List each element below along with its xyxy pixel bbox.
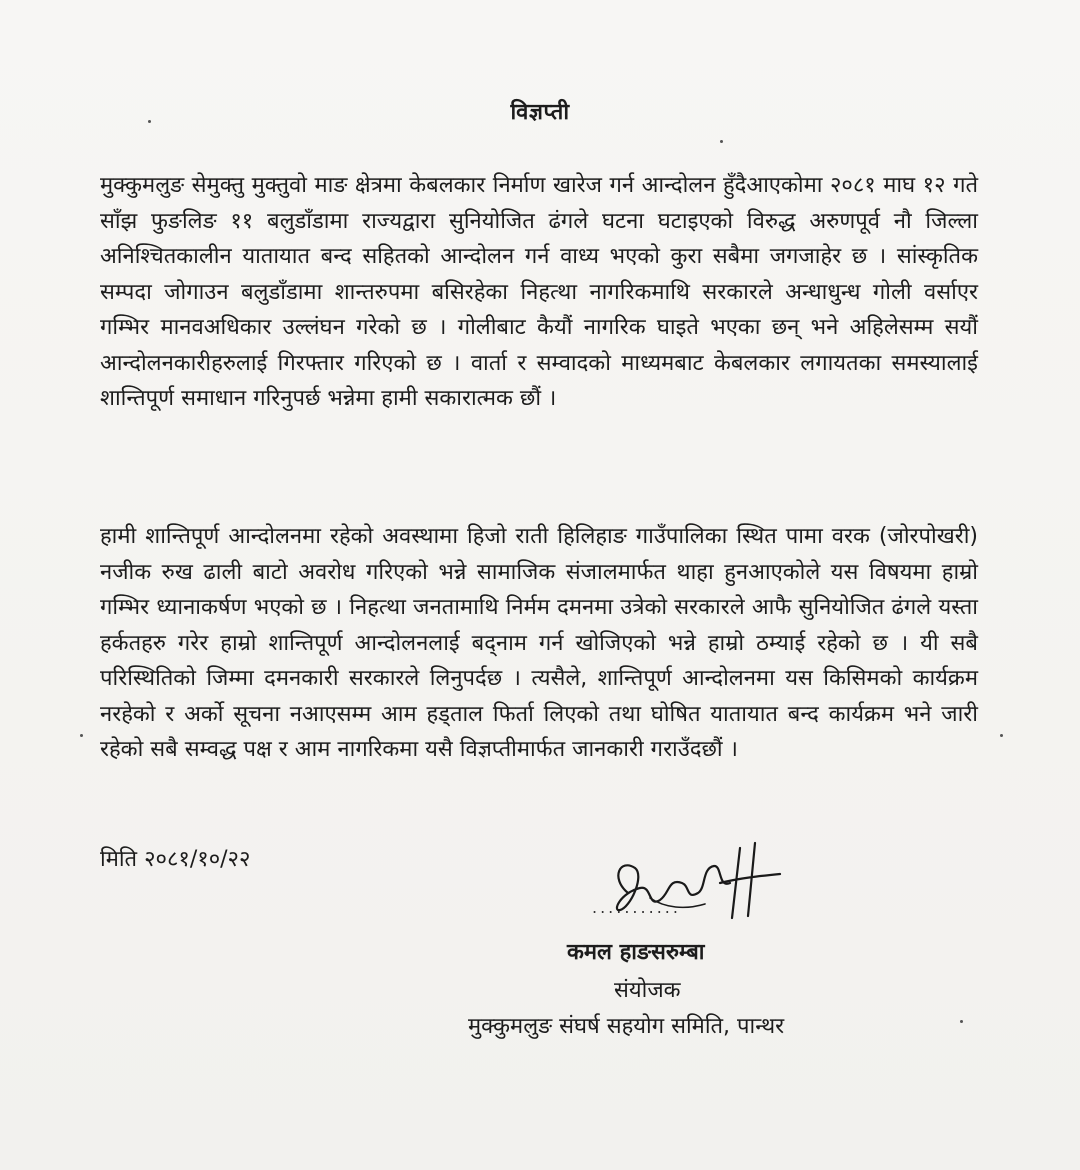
signatory-role: संयोजक: [614, 978, 681, 1003]
scan-speck: [960, 1020, 963, 1023]
scan-speck: [720, 140, 723, 143]
paragraph-1: मुक्कुमलुङ सेमुक्तु मुक्तुवो माङ क्षेत्रमा केबलकार निर्माण खारेज गर्न आन्दोलन हुँदैआएकोमा २०८१ माघ १२ गते साँझ फुङलिङ ११ बलुडाँडामा राज्यद्वारा सुनियोजित ढंगले घटना घटाइएको विरुद्ध अरुणपूर्व नौ जिल्ला अनिश्चितकालीन यातायात बन्द सहितको आन्दोलन गर्न वाध्य भएको कुरा सबैमा जगजाहेर छ । सांस्कृतिक सम्पदा जोगाउन बलुडाँडामा शान्तरुपमा बसिरहेका निहत्था नागरिकमाथि सरकारले अन्धाधुन्ध गोली वर्साएर गम्भिर मानवअधिकार उल्लंघन गरेको छ । गोलीबाट कैयौं नागरिक घाइते भएका छन् भने अहिलेसम्म सयौं आन्दोलनकारीहरुलाई गिरफ्तार गरिएको छ । वार्ता र सम्वादको माध्यमबाट केबलकार लगायतका समस्यालाई शान्तिपूर्ण समाधान गरिनुपर्छ भन्नेमा हामी सकारात्मक छौं ।: [100, 173, 978, 411]
scan-speck: [148, 120, 151, 123]
signature-line: ...........: [592, 898, 681, 917]
document-title: विज्ञप्ती: [510, 100, 570, 125]
scan-speck: [1000, 734, 1003, 737]
signatory-organization: मुक्कुमलुङ संघर्ष सहयोग समिति, पान्थर: [468, 1014, 785, 1039]
paragraph-2: हामी शान्तिपूर्ण आन्दोलनमा रहेको अवस्थामा हिजो राती हिलिहाङ गाउँपालिका स्थित पामा वरक (जोरपोखरी) नजीक रुख ढाली बाटो अवरोध गरिएको भन्ने सामाजिक संजालमार्फत थाहा हुनआएकोले यस विषयमा हाम्रो गम्भिर ध्यानाकर्षण भएको छ । निहत्था जनतामाथि निर्मम दमनमा उत्रेको सरकारले आफै सुनियोजित ढंगले यस्ता हर्कतहरु गरेर हाम्रो शान्तिपूर्ण आन्दोलनलाई बद्नाम गर्न खोजिएको भन्ने हाम्रो ठम्याई रहेको छ । यी सबै परिस्थितिको जिम्मा दमनकारी सरकारले लिनुपर्दछ । त्यसैले, शान्तिपूर्ण आन्दोलनमा यस किसिमको कार्यक्रम नरहेको र अर्को सूचना नआएसम्म आम हड्ताल फिर्ता लिएको तथा घोषित यातायात बन्द कार्यक्रम भने जारी रहेको सबै सम्वद्ध पक्ष र आम नागरिकमा यसै विज्ञप्तीमार्फत जानकारी गराउँदछौं ।: [100, 524, 978, 762]
scan-speck: [80, 734, 83, 737]
signatory-name: कमल हाङसरुम्बा: [567, 940, 705, 965]
document-date: मिति २०८१/१०/२२: [100, 847, 251, 872]
